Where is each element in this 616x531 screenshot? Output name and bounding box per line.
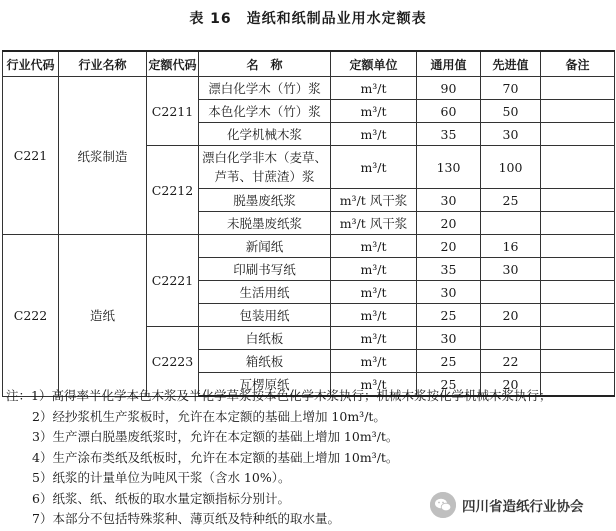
advanced-cell: 100 (481, 146, 541, 189)
name-line-2: 芦苇、甘蔗渣）浆 (214, 169, 315, 184)
unit-cell: m³/t (331, 281, 417, 304)
name-cell: 印刷书写纸 (199, 258, 331, 281)
remark-cell (541, 235, 615, 258)
advanced-cell (481, 212, 541, 235)
name-cell: 本色化学木（竹）浆 (199, 100, 331, 123)
name-cell (199, 146, 331, 189)
unit-cell: m³/t (331, 100, 417, 123)
note-2: 2）经抄浆机生产浆板时，允许在本定额的基础上增加 10m³/t。 (32, 408, 386, 424)
header-general: 通用值 (417, 51, 481, 77)
remark-cell (541, 189, 615, 212)
general-cell: 60 (417, 100, 481, 123)
unit-cell: m³/t (331, 350, 417, 373)
name-cell: 漂白化学木（竹）浆 (199, 77, 331, 100)
industry-name-cell: 纸浆制造 (59, 77, 147, 235)
industry-name-cell: 造纸 (59, 235, 147, 397)
unit-cell: m³/t 风干浆 (331, 212, 417, 235)
general-cell: 25 (417, 350, 481, 373)
unit-cell: m³/t (331, 235, 417, 258)
general-cell: 90 (417, 77, 481, 100)
header-quota-code: 定额代码 (147, 51, 199, 77)
advanced-cell: 30 (481, 258, 541, 281)
header-remark: 备注 (541, 51, 615, 77)
note-1: 注：1）高得率半化学本色木浆及半化学草浆按本色化学木浆执行；机械木浆按化学机械木浆执行； (6, 388, 552, 403)
general-cell: 30 (417, 189, 481, 212)
header-name: 名 称 (199, 51, 331, 77)
source-watermark (430, 488, 614, 522)
remark-cell (541, 304, 615, 327)
advanced-cell: 25 (481, 189, 541, 212)
remark-cell (541, 100, 615, 123)
quota-code-cell: C2211 (147, 77, 199, 146)
unit-cell: m³/t (331, 304, 417, 327)
name-cell: 新闻纸 (199, 235, 331, 258)
name-line-1: 漂白化学非木（麦草、 (201, 150, 327, 165)
advanced-cell: 70 (481, 77, 541, 100)
note-4: 4）生产涂布类纸及纸板时，允许在本定额的基础上增加 10m³/t。 (32, 449, 399, 465)
unit-cell: m³/t 风干浆 (331, 189, 417, 212)
table-row (3, 77, 615, 100)
industry-code-cell: C221 (3, 77, 59, 235)
wechat-icon (430, 492, 456, 518)
remark-cell (541, 212, 615, 235)
quota-code-cell: C2223 (147, 327, 199, 397)
remark-cell (541, 350, 615, 373)
watermark-text: 四川省造纸行业协会 (462, 499, 584, 515)
general-cell: 20 (417, 212, 481, 235)
general-cell: 20 (417, 235, 481, 258)
header-unit: 定额单位 (331, 51, 417, 77)
general-cell: 30 (417, 327, 481, 350)
unit-cell: m³/t (331, 373, 417, 397)
advanced-cell: 22 (481, 350, 541, 373)
header-advanced: 先进值 (481, 51, 541, 77)
remark-cell (541, 327, 615, 350)
name-cell: 脱墨废纸浆 (199, 189, 331, 212)
unit-cell: m³/t (331, 146, 417, 189)
quota-code-cell: C2221 (147, 235, 199, 327)
advanced-cell: 20 (481, 304, 541, 327)
general-cell: 35 (417, 123, 481, 146)
general-cell: 25 (417, 304, 481, 327)
table-title: 表 16 造纸和纸制品业用水定额表 (189, 11, 427, 27)
table-header-row (3, 51, 615, 77)
remark-cell (541, 146, 615, 189)
name-cell: 瓦楞原纸 (199, 373, 331, 397)
advanced-cell: 50 (481, 100, 541, 123)
advanced-cell (481, 327, 541, 350)
advanced-cell: 20 (481, 373, 541, 397)
name-cell: 箱纸板 (199, 350, 331, 373)
table-row (3, 235, 615, 258)
note-7: 7）本部分不包括特殊浆种、薄页纸及特种纸的取水量。 (32, 511, 340, 526)
advanced-cell: 16 (481, 235, 541, 258)
general-cell: 25 (417, 373, 481, 397)
remark-cell (541, 258, 615, 281)
quota-code-cell: C2212 (147, 146, 199, 235)
advanced-cell: 30 (481, 123, 541, 146)
name-cell: 未脱墨废纸浆 (199, 212, 331, 235)
remark-cell (541, 123, 615, 146)
general-cell: 30 (417, 281, 481, 304)
note-3: 3）生产漂白脱墨废纸浆时，允许在本定额的基础上增加 10m³/t。 (32, 429, 399, 444)
unit-cell: m³/t (331, 123, 417, 146)
name-cell: 白纸板 (199, 327, 331, 350)
general-cell: 35 (417, 258, 481, 281)
name-cell: 包装用纸 (199, 304, 331, 327)
header-industry-code: 行业代码 (3, 51, 59, 77)
remark-cell (541, 77, 615, 100)
name-cell: 化学机械木浆 (199, 123, 331, 146)
unit-cell: m³/t (331, 327, 417, 350)
remark-cell (541, 281, 615, 304)
header-industry-name: 行业名称 (59, 51, 147, 77)
name-cell: 生活用纸 (199, 281, 331, 304)
general-cell: 130 (417, 146, 481, 189)
advanced-cell (481, 281, 541, 304)
unit-cell: m³/t (331, 258, 417, 281)
industry-code-cell: C222 (3, 235, 59, 397)
note-6: 6）纸浆、纸、纸板的取水量定额指标分别计。 (32, 490, 290, 506)
unit-cell: m³/t (331, 77, 417, 100)
water-quota-table (2, 50, 615, 397)
note-5: 5）纸浆的计量单位为吨风干浆（含水 10%）。 (32, 470, 291, 485)
